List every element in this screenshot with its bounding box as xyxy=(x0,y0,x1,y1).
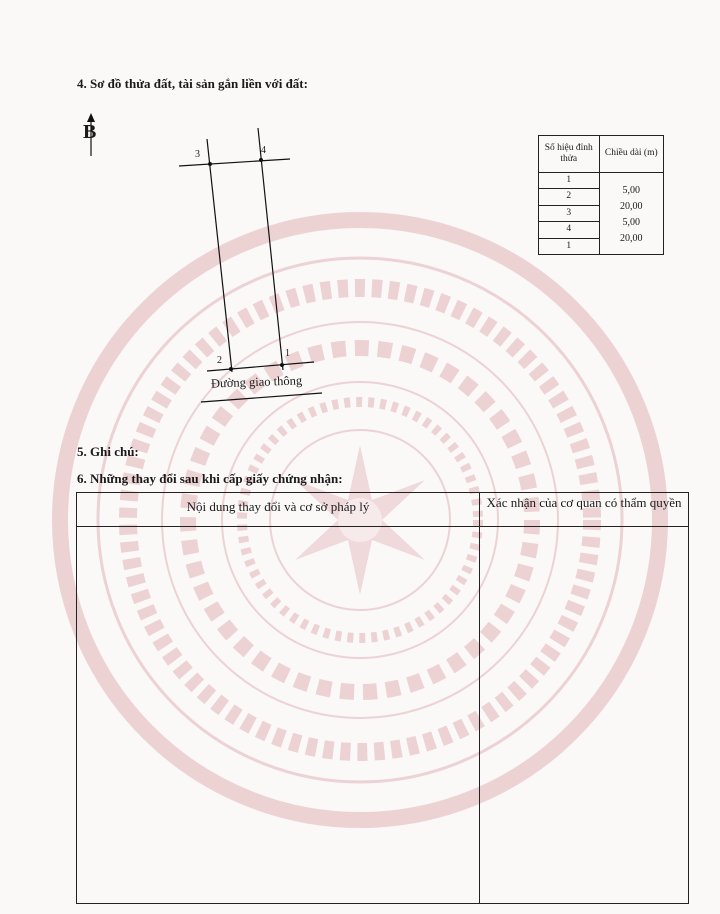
col-header-content: Nội dung thay đổi và cơ sở pháp lý xyxy=(186,499,370,514)
parcel-left-edge xyxy=(207,139,232,372)
parcel-front-edge xyxy=(207,362,314,371)
vertex-cell: 4 xyxy=(539,222,599,238)
north-symbol: B xyxy=(83,121,97,143)
col-header-confirm: Xác nhận của cơ quan có thẩm quyền xyxy=(486,495,682,510)
length-cell: 5,00 xyxy=(622,185,640,196)
vertex-label-4: 4 xyxy=(261,145,266,156)
col-header-vertex: Số hiệu đỉnh thửa xyxy=(539,136,600,172)
section-5-title: 5. Ghi chú: xyxy=(77,444,139,459)
length-cell: 20,00 xyxy=(620,201,643,212)
parcel-top-edge xyxy=(179,159,290,166)
changes-header-divider xyxy=(77,526,688,527)
vertex-cell: 1 xyxy=(539,173,599,189)
parcel-right-edge xyxy=(258,128,283,370)
vertex-label-3: 3 xyxy=(195,149,200,160)
section-4-title: 4. Sơ đồ thửa đất, tài sản gắn liền với đất: xyxy=(77,76,308,91)
length-cell: 20,00 xyxy=(620,233,643,244)
vertex-label-2: 2 xyxy=(217,355,222,366)
road-label: Đường giao thông xyxy=(210,373,303,391)
vertex-label-1: 1 xyxy=(285,348,290,359)
vertex-length-table xyxy=(538,135,664,255)
col-header-length: Chiều dài (m) xyxy=(604,148,658,159)
length-cell: 5,00 xyxy=(622,217,640,228)
vertex-cell: 3 xyxy=(539,206,599,222)
changes-table xyxy=(76,492,689,904)
length-list xyxy=(600,173,663,253)
vertex-cell: 1 xyxy=(566,240,572,251)
changes-content-column xyxy=(77,493,480,903)
vertex-cell: 2 xyxy=(539,189,599,205)
road-line xyxy=(201,393,322,402)
section-6-title: 6. Những thay đổi sau khi cấp giấy chứng nhận: xyxy=(77,471,343,486)
vertex-list xyxy=(539,173,600,254)
